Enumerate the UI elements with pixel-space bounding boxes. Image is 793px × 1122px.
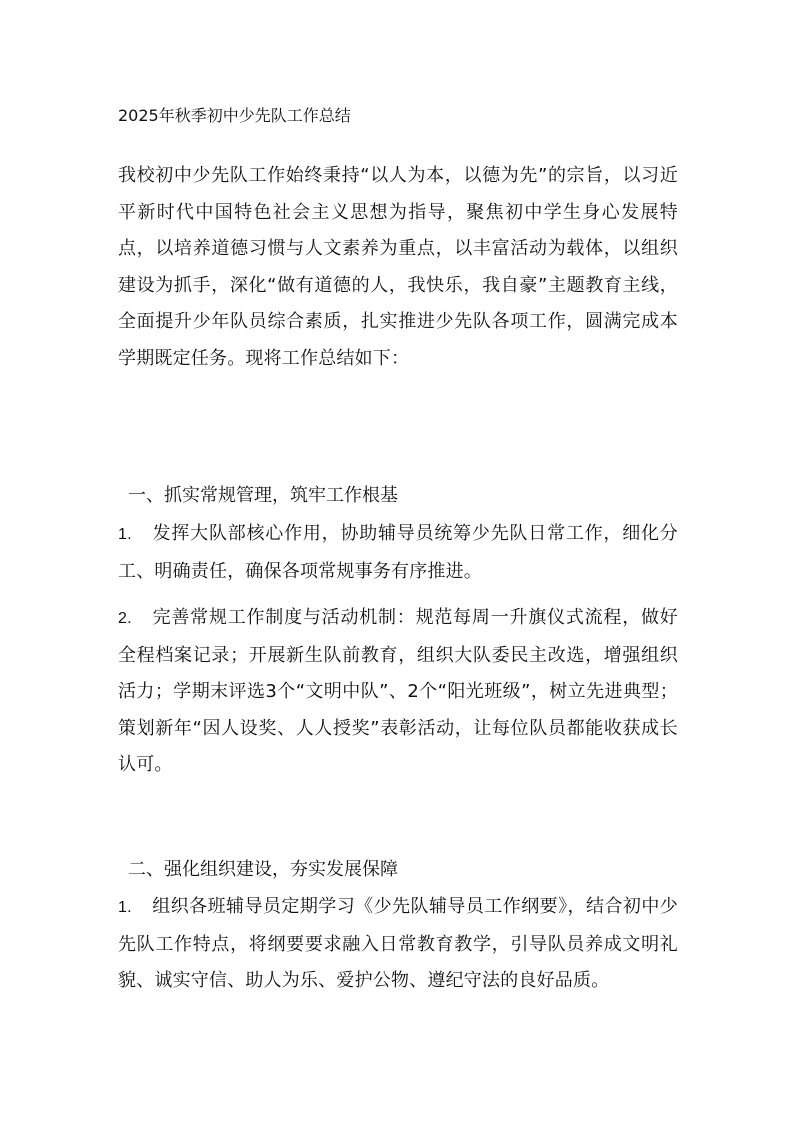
item-text: 发挥大队部核心作用，协助辅导员统筹少先队日常工作，细化分工、明确责任，确保各项常规事务有序推进。 [118, 523, 678, 582]
section-1-item-1 [118, 516, 678, 590]
section-heading-2: 二、强化组织建设，夯实发展保障 [128, 859, 398, 880]
section-heading-1: 一、抓实常规管理，筑牢工作根基 [128, 485, 398, 506]
item-number: 2. [118, 610, 132, 627]
item-number: 1. [118, 899, 132, 916]
document-title: 2025年秋季初中少先队工作总结 [118, 106, 351, 125]
item-text: 组织各班辅导员定期学习《少先队辅导员工作纲要》，结合初中少先队工作特点，将纲要要求融入日常教育教学，引导队员养成文明礼貌、诚实守信、助人为乐、爱护公物、遵纪守法的良好品质。 [118, 896, 678, 991]
item-text: 完善常规工作制度与活动机制：规范每周一升旗仪式流程，做好全程档案记录；开展新生队前教育，组织大队委民主改选，增强组织活力；学期末评选3个“文明中队”、2个“阳光班级”，树立先进典型；策划新年“因人设奖、人人授奖”表彰活动，让每位队员都能收获成长认可。 [118, 607, 678, 775]
intro-paragraph: 我校初中少先队工作始终秉持“以人为本，以德为先”的宗旨，以习近平新时代中国特色社会主义思想为指导，聚焦初中学生身心发展特点，以培养道德习惯与人文素养为重点，以丰富活动为载体，以组织建设为抓手，深化“做有道德的人，我快乐，我自豪”主题教育主线，全面提升少年队员综合素质，扎实推进少先队各项工作，圆满完成本学期既定任务。现将工作总结如下： [118, 165, 678, 369]
section-1-item-2 [118, 600, 678, 784]
section-2-item-1 [118, 889, 678, 1000]
item-number: 1. [118, 526, 132, 543]
